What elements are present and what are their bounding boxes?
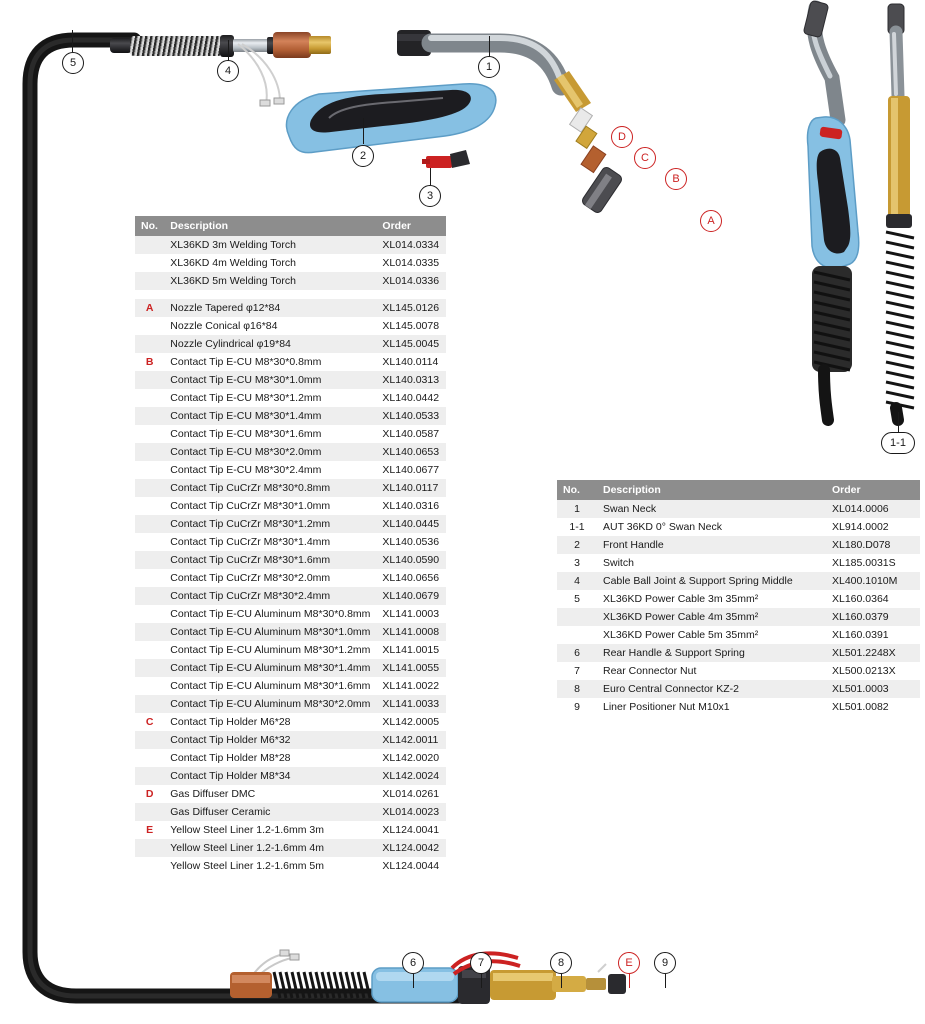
- table-row: [135, 587, 446, 605]
- table-row: [135, 857, 446, 875]
- table-row: [135, 389, 446, 407]
- cell-no: [135, 749, 164, 767]
- table-row: [557, 608, 920, 626]
- cell-no: [135, 857, 164, 875]
- table-row: [135, 272, 446, 290]
- cell-order: XL141.0015: [376, 641, 446, 659]
- cell-order: XL124.0041: [376, 821, 446, 839]
- cell-order: XL145.0045: [376, 335, 446, 353]
- table-row: [135, 425, 446, 443]
- cell-no: [135, 695, 164, 713]
- cell-order: XL140.0587: [376, 425, 446, 443]
- cell-description: Rear Connector Nut: [597, 662, 826, 680]
- cell-no: C: [135, 713, 164, 731]
- cell-description: Contact Tip E-CU Aluminum M8*30*2.0mm: [164, 695, 376, 713]
- cell-description: Yellow Steel Liner 1.2-1.6mm 5m: [164, 857, 376, 875]
- callout-a: A: [700, 210, 722, 232]
- cell-description: Contact Tip CuCrZr M8*30*1.6mm: [164, 551, 376, 569]
- table-row: [557, 518, 920, 536]
- callout-8: 8: [550, 952, 572, 974]
- cell-no: [135, 623, 164, 641]
- cell-description: Contact Tip E-CU Aluminum M8*30*0.8mm: [164, 605, 376, 623]
- cell-description: Euro Central Connector KZ-2: [597, 680, 826, 698]
- cell-order: XL141.0003: [376, 605, 446, 623]
- cell-order: XL141.0055: [376, 659, 446, 677]
- table-row: [135, 443, 446, 461]
- cell-no: 7: [557, 662, 597, 680]
- table-row: [557, 500, 920, 518]
- cell-order: XL124.0044: [376, 857, 446, 875]
- cell-description: XL36KD 4m Welding Torch: [164, 254, 376, 272]
- cell-order: XL140.0114: [376, 353, 446, 371]
- cell-order: XL141.0022: [376, 677, 446, 695]
- cell-description: Contact Tip E-CU M8*30*1.4mm: [164, 407, 376, 425]
- table-row: [135, 254, 446, 272]
- cell-no: [135, 551, 164, 569]
- table-row: [135, 641, 446, 659]
- cell-no: [135, 569, 164, 587]
- cell-description: Swan Neck: [597, 500, 826, 518]
- cell-description: Contact Tip CuCrZr M8*30*1.2mm: [164, 515, 376, 533]
- cell-description: Switch: [597, 554, 826, 572]
- cell-no: A: [135, 299, 164, 317]
- callout-9: 9: [654, 952, 676, 974]
- table-row: [135, 479, 446, 497]
- leader-1-1: [898, 412, 899, 432]
- callout-7: 7: [470, 952, 492, 974]
- cell-description: Contact Tip E-CU Aluminum M8*30*1.6mm: [164, 677, 376, 695]
- table-row: [135, 767, 446, 785]
- cell-no: 1: [557, 500, 597, 518]
- cell-no: B: [135, 353, 164, 371]
- support-spring-middle: [130, 36, 222, 56]
- table-row: [135, 713, 446, 731]
- cell-description: Contact Tip CuCrZr M8*30*0.8mm: [164, 479, 376, 497]
- cell-description: Contact Tip E-CU M8*30*1.6mm: [164, 425, 376, 443]
- table-header-row: [557, 480, 920, 500]
- leader-2: [363, 118, 364, 144]
- right-parts-table: [557, 480, 920, 716]
- cell-no: 3: [557, 554, 597, 572]
- header-description: Description: [164, 216, 376, 236]
- callout-5: 5: [62, 52, 84, 74]
- header-order: Order: [826, 480, 920, 500]
- cell-description: Contact Tip E-CU Aluminum M8*30*1.2mm: [164, 641, 376, 659]
- cell-no: [557, 608, 597, 626]
- cell-no: [135, 479, 164, 497]
- table-row: [135, 803, 446, 821]
- cell-order: XL400.1010M: [826, 572, 920, 590]
- cell-no: [135, 659, 164, 677]
- cell-description: Front Handle: [597, 536, 826, 554]
- cell-no: 4: [557, 572, 597, 590]
- cell-no: [135, 371, 164, 389]
- cell-description: Contact Tip CuCrZr M8*30*1.4mm: [164, 533, 376, 551]
- cell-order: XL141.0033: [376, 695, 446, 713]
- left-table-body: [135, 236, 446, 875]
- cell-description: Yellow Steel Liner 1.2-1.6mm 4m: [164, 839, 376, 857]
- table-row: [557, 662, 920, 680]
- callout-1: 1: [478, 56, 500, 78]
- cell-description: Nozzle Tapered φ12*84: [164, 299, 376, 317]
- table-row: [557, 626, 920, 644]
- right-table-body: [557, 500, 920, 716]
- left-parts-table-wrapper: [135, 216, 446, 875]
- table-row: [135, 605, 446, 623]
- cell-order: XL142.0024: [376, 767, 446, 785]
- cell-no: [135, 317, 164, 335]
- cell-no: [557, 626, 597, 644]
- callout-b: B: [665, 168, 687, 190]
- table-row: [557, 572, 920, 590]
- cell-no: [135, 335, 164, 353]
- cell-order: XL140.0445: [376, 515, 446, 533]
- table-header-row: [135, 216, 446, 236]
- cell-description: Liner Positioner Nut M10x1: [597, 698, 826, 716]
- cell-no: [135, 425, 164, 443]
- cell-order: XL140.0536: [376, 533, 446, 551]
- cell-description: Contact Tip E-CU Aluminum M8*30*1.0mm: [164, 623, 376, 641]
- cell-no: [135, 677, 164, 695]
- table-row: [135, 749, 446, 767]
- table-row: [135, 533, 446, 551]
- cell-no: [135, 389, 164, 407]
- cell-order: XL145.0078: [376, 317, 446, 335]
- cell-order: XL140.0442: [376, 389, 446, 407]
- cell-no: [135, 497, 164, 515]
- cell-order: XL145.0126: [376, 299, 446, 317]
- cell-order: XL140.0117: [376, 479, 446, 497]
- table-row: [135, 551, 446, 569]
- cell-order: XL142.0011: [376, 731, 446, 749]
- cell-no: [135, 443, 164, 461]
- cell-no: [135, 236, 164, 254]
- table-row: [135, 659, 446, 677]
- cell-order: XL014.0336: [376, 272, 446, 290]
- callout-c: C: [634, 147, 656, 169]
- cell-order: XL500.0213X: [826, 662, 920, 680]
- callout-2: 2: [352, 145, 374, 167]
- callout-6: 6: [402, 952, 424, 974]
- cell-description: Contact Tip E-CU M8*30*0.8mm: [164, 353, 376, 371]
- cell-order: XL140.0533: [376, 407, 446, 425]
- cell-no: 9: [557, 698, 597, 716]
- cell-no: 5: [557, 590, 597, 608]
- cell-no: D: [135, 785, 164, 803]
- cell-description: Contact Tip E-CU M8*30*1.0mm: [164, 371, 376, 389]
- table-row: [135, 677, 446, 695]
- cell-no: 2: [557, 536, 597, 554]
- cell-order: XL914.0002: [826, 518, 920, 536]
- cell-order: XL014.0335: [376, 254, 446, 272]
- cell-no: 8: [557, 680, 597, 698]
- cell-description: Contact Tip CuCrZr M8*30*2.4mm: [164, 587, 376, 605]
- cell-order: XL142.0020: [376, 749, 446, 767]
- cell-description: Cable Ball Joint & Support Spring Middle: [597, 572, 826, 590]
- cell-order: XL140.0656: [376, 569, 446, 587]
- cell-description: XL36KD Power Cable 4m 35mm²: [597, 608, 826, 626]
- leader-8: [561, 974, 562, 988]
- leader-1: [489, 36, 490, 58]
- aut-swan-neck-part: [872, 0, 925, 440]
- cell-order: XL140.0590: [376, 551, 446, 569]
- cell-order: XL014.0006: [826, 500, 920, 518]
- leader-7: [481, 974, 482, 988]
- table-row: [135, 317, 446, 335]
- table-row: [557, 590, 920, 608]
- table-row: [557, 536, 920, 554]
- table-row: [135, 839, 446, 857]
- cell-order: XL014.0023: [376, 803, 446, 821]
- cell-description: Yellow Steel Liner 1.2-1.6mm 3m: [164, 821, 376, 839]
- table-row: [557, 644, 920, 662]
- table-row: [135, 695, 446, 713]
- cell-no: [135, 515, 164, 533]
- cell-no: 1-1: [557, 518, 597, 536]
- cell-description: Nozzle Cylindrical φ19*84: [164, 335, 376, 353]
- right-parts-table-wrapper: [557, 480, 920, 716]
- leader-4: [228, 40, 229, 62]
- cell-description: XL36KD Power Cable 5m 35mm²: [597, 626, 826, 644]
- cell-order: XL140.0313: [376, 371, 446, 389]
- table-row: [557, 680, 920, 698]
- cell-order: XL124.0042: [376, 839, 446, 857]
- cell-description: Contact Tip E-CU M8*30*2.0mm: [164, 443, 376, 461]
- leader-e: [629, 974, 630, 988]
- cell-description: Contact Tip E-CU M8*30*1.2mm: [164, 389, 376, 407]
- table-row: [135, 821, 446, 839]
- table-row: [135, 299, 446, 317]
- assembled-torch-with-handle: [790, 0, 870, 440]
- cell-no: [135, 461, 164, 479]
- table-row: [557, 554, 920, 572]
- cell-no: [135, 407, 164, 425]
- table-row: [135, 353, 446, 371]
- cell-order: XL160.0391: [826, 626, 920, 644]
- cell-description: Contact Tip Holder M6*32: [164, 731, 376, 749]
- cell-description: Contact Tip Holder M8*28: [164, 749, 376, 767]
- cell-order: XL142.0005: [376, 713, 446, 731]
- cell-description: Contact Tip Holder M6*28: [164, 713, 376, 731]
- cell-description: Contact Tip CuCrZr M8*30*1.0mm: [164, 497, 376, 515]
- cell-order: XL501.2248X: [826, 644, 920, 662]
- cable-strain-relief: [110, 38, 132, 53]
- cell-no: [135, 641, 164, 659]
- cell-order: XL160.0379: [826, 608, 920, 626]
- table-row: [135, 407, 446, 425]
- callout-e: E: [618, 952, 640, 974]
- cell-order: XL140.0653: [376, 443, 446, 461]
- rear-assembly: [200, 940, 720, 1024]
- cell-order: XL014.0334: [376, 236, 446, 254]
- cell-description: XL36KD 3m Welding Torch: [164, 236, 376, 254]
- cell-order: XL501.0082: [826, 698, 920, 716]
- leader-3: [430, 168, 431, 185]
- callout-1-1: 1-1: [881, 432, 915, 454]
- cell-no: [135, 272, 164, 290]
- cell-description: Gas Diffuser DMC: [164, 785, 376, 803]
- cell-description: Contact Tip E-CU M8*30*2.4mm: [164, 461, 376, 479]
- table-spacer-row: [135, 290, 446, 299]
- cell-description: XL36KD Power Cable 3m 35mm²: [597, 590, 826, 608]
- cell-description: XL36KD 5m Welding Torch: [164, 272, 376, 290]
- header-description: Description: [597, 480, 826, 500]
- table-row: [135, 236, 446, 254]
- table-row: [135, 497, 446, 515]
- table-row: [557, 698, 920, 716]
- cell-description: Contact Tip E-CU Aluminum M8*30*1.4mm: [164, 659, 376, 677]
- cell-order: XL140.0679: [376, 587, 446, 605]
- spacer-cell: [135, 290, 446, 299]
- table-row: [135, 785, 446, 803]
- cell-order: XL180.D078: [826, 536, 920, 554]
- table-row: [135, 623, 446, 641]
- cell-order: XL014.0261: [376, 785, 446, 803]
- header-no: No.: [557, 480, 597, 500]
- callout-3: 3: [419, 185, 441, 207]
- table-row: [135, 461, 446, 479]
- callout-4: 4: [217, 60, 239, 82]
- cell-order: XL140.0316: [376, 497, 446, 515]
- leader-9: [665, 974, 666, 988]
- leader-6: [413, 974, 414, 988]
- leader-5: [72, 30, 73, 52]
- cell-description: Contact Tip Holder M8*34: [164, 767, 376, 785]
- table-row: [135, 335, 446, 353]
- cell-no: 6: [557, 644, 597, 662]
- cell-no: [135, 803, 164, 821]
- cell-no: [135, 533, 164, 551]
- cell-order: XL140.0677: [376, 461, 446, 479]
- cell-description: Rear Handle & Support Spring: [597, 644, 826, 662]
- cell-order: XL185.0031S: [826, 554, 920, 572]
- cell-description: Nozzle Conical φ16*84: [164, 317, 376, 335]
- cell-order: XL160.0364: [826, 590, 920, 608]
- cell-no: [135, 839, 164, 857]
- left-parts-table: [135, 216, 446, 875]
- cell-no: [135, 767, 164, 785]
- cell-description: AUT 36KD 0° Swan Neck: [597, 518, 826, 536]
- cell-no: [135, 587, 164, 605]
- header-order: Order: [376, 216, 446, 236]
- ball-joint-collar: [220, 35, 234, 57]
- cell-order: XL141.0008: [376, 623, 446, 641]
- table-row: [135, 731, 446, 749]
- cell-no: [135, 254, 164, 272]
- table-row: [135, 569, 446, 587]
- callout-d: D: [611, 126, 633, 148]
- cell-order: XL501.0003: [826, 680, 920, 698]
- header-no: No.: [135, 216, 164, 236]
- cell-description: Contact Tip CuCrZr M8*30*2.0mm: [164, 569, 376, 587]
- cell-no: [135, 731, 164, 749]
- table-row: [135, 371, 446, 389]
- cell-no: [135, 605, 164, 623]
- cell-description: Gas Diffuser Ceramic: [164, 803, 376, 821]
- table-row: [135, 515, 446, 533]
- cell-no: E: [135, 821, 164, 839]
